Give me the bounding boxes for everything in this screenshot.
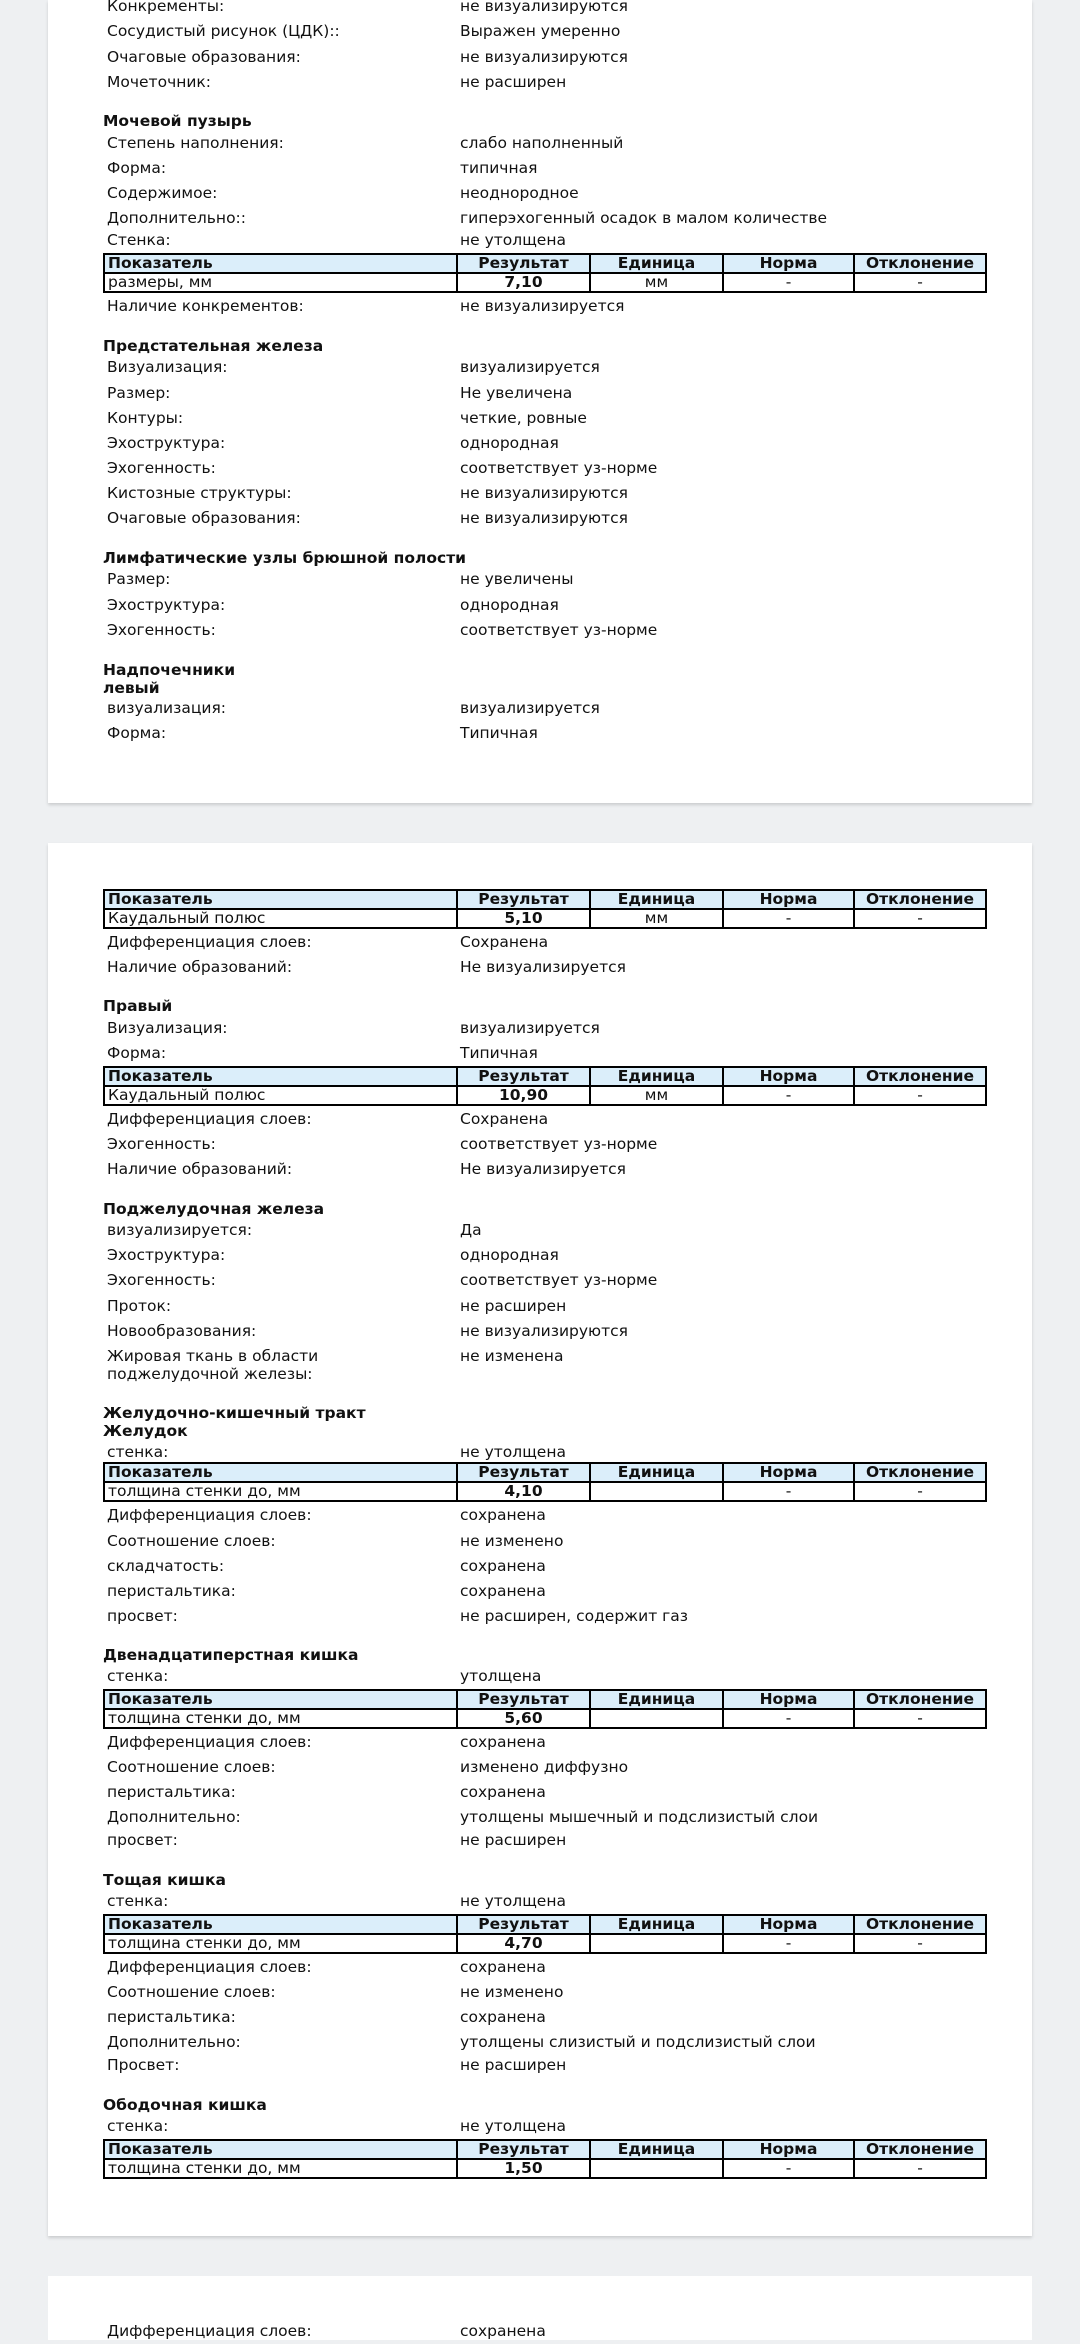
section-subtitle: Желудок bbox=[103, 1422, 188, 1440]
report-page-3: Дифференциация слоев: сохранена bbox=[48, 2276, 1032, 2340]
report-page-2: Показатель Результат Единица Норма Отклонение Каудальный полюс 5,10 мм - - Дифференциация слоев: Сохранена Наличие образований: Не визуализируется Правый Визуализация: визуализируется Форма: Типичная Показатель Результат Единица Норма Отклонение Каудальный полюс 10,90 мм - - Дифференциация слоев: Сохранена Эхогенность: соответствует уз-норме Наличие образований: Не визуализируется Поджелудочная железа визуализируется: Да Эхоструктура: однородная Эхогенность: соответствует уз-норме Проток: не расширен Новообразования: не визуализируются Жировая ткань в области поджелудочной железы: не изменена Желудочно-кишечный тракт Желудок стенка: не утолщена Показатель Результат Единица Норма Отклонение толщина стенки до, мм 4,10 - - Дифференциация слоев: сохранена Соотношение слоев: не изменено складчатость: сохранена перистальтика: сохранена просвет: не расширен, содержит газ Двенадцатиперстная кишка стенка: утолщена Показатель Результат Единица Норма Отклонение толщина стенки до, мм 5,60 - - Дифференциация слоев: сохранена Соотношение слоев: изменено диффузно перистальтика: сохранена Дополнительно: утолщены мышечный и подслизистый слои просвет: не расширен Тощая кишка стенка: не утолщена Показатель Результат Единица Норма Отклонение толщина стенки до, мм 4,70 - - Дифференциация слоев: сохранена Соотношение слоев: не изменено перистальтика: сохранена Дополнительно: утолщены слизистый и подслизистый слои Просвет: не расширен Ободочная кишка стенка: не утолщена Показатель Результат Единица Норма Отклонение толщина стенки до, мм 1,50 - - bbox=[48, 843, 1032, 2236]
indicator-table: Показатель Результат Единица Норма Отклонение толщина стенки до, мм 4,10 - - bbox=[103, 1462, 987, 1502]
section-title: Правый bbox=[103, 997, 173, 1015]
section-title: Желудочно-кишечный тракт bbox=[103, 1404, 366, 1422]
indicator-table: Показатель Результат Единица Норма Отклонение толщина стенки до, мм 5,60 - - bbox=[103, 1689, 987, 1729]
section-title: Двенадцатиперстная кишка bbox=[103, 1646, 359, 1664]
indicator-table: Показатель Результат Единица Норма Отклонение размеры, мм 7,10 мм - - bbox=[103, 253, 987, 293]
section-title: Надпочечники bbox=[103, 661, 236, 679]
indicator-table: Показатель Результат Единица Норма Отклонение толщина стенки до, мм 1,50 - - bbox=[103, 2139, 987, 2179]
section-title: Поджелудочная железа bbox=[103, 1200, 325, 1218]
report-page-1: Конкременты: не визуализируются Сосудистый рисунок (ЦДК):: Выражен умеренно Очаговые образования: не визуализируются Мочеточник: не расширен Мочевой пузырь Степень наполнения: слабо наполненный Форма: типичная Содержимое: неоднородное Дополнительно:: гиперэхогенный осадок в малом количестве Стенка: не утолщена Показатель Результат Единица Норма Отклонение размеры, мм 7,10 мм - - Наличие конкрементов: не визуализируется Предстательная железа Визуализация: визуализируется Размер: Не увеличена Контуры: четкие, ровные Эхоструктура: однородная Эхогенность: соответствует уз-норме Кистозные структуры: не визуализируются Очаговые образования: не визуализируются Лимфатические узлы брюшной полости Размер: не увеличены Эхоструктура: однородная Эхогенность: соответствует уз-норме Надпочечники левый визуализация: визуализируется Форма: Типичная bbox=[48, 0, 1032, 803]
indicator-table: Показатель Результат Единица Норма Отклонение Каудальный полюс 5,10 мм - - bbox=[103, 889, 987, 929]
indicator-table: Показатель Результат Единица Норма Отклонение Каудальный полюс 10,90 мм - - bbox=[103, 1066, 987, 1106]
section-title: Лимфатические узлы брюшной полости bbox=[103, 549, 467, 567]
section-title: Предстательная железа bbox=[103, 337, 324, 355]
indicator-table: Показатель Результат Единица Норма Отклонение толщина стенки до, мм 4,70 - - bbox=[103, 1914, 987, 1954]
section-subtitle: левый bbox=[103, 679, 160, 697]
section-title: Ободочная кишка bbox=[103, 2096, 267, 2114]
section-title: Мочевой пузырь bbox=[103, 112, 252, 130]
section-title: Тощая кишка bbox=[103, 1871, 226, 1889]
